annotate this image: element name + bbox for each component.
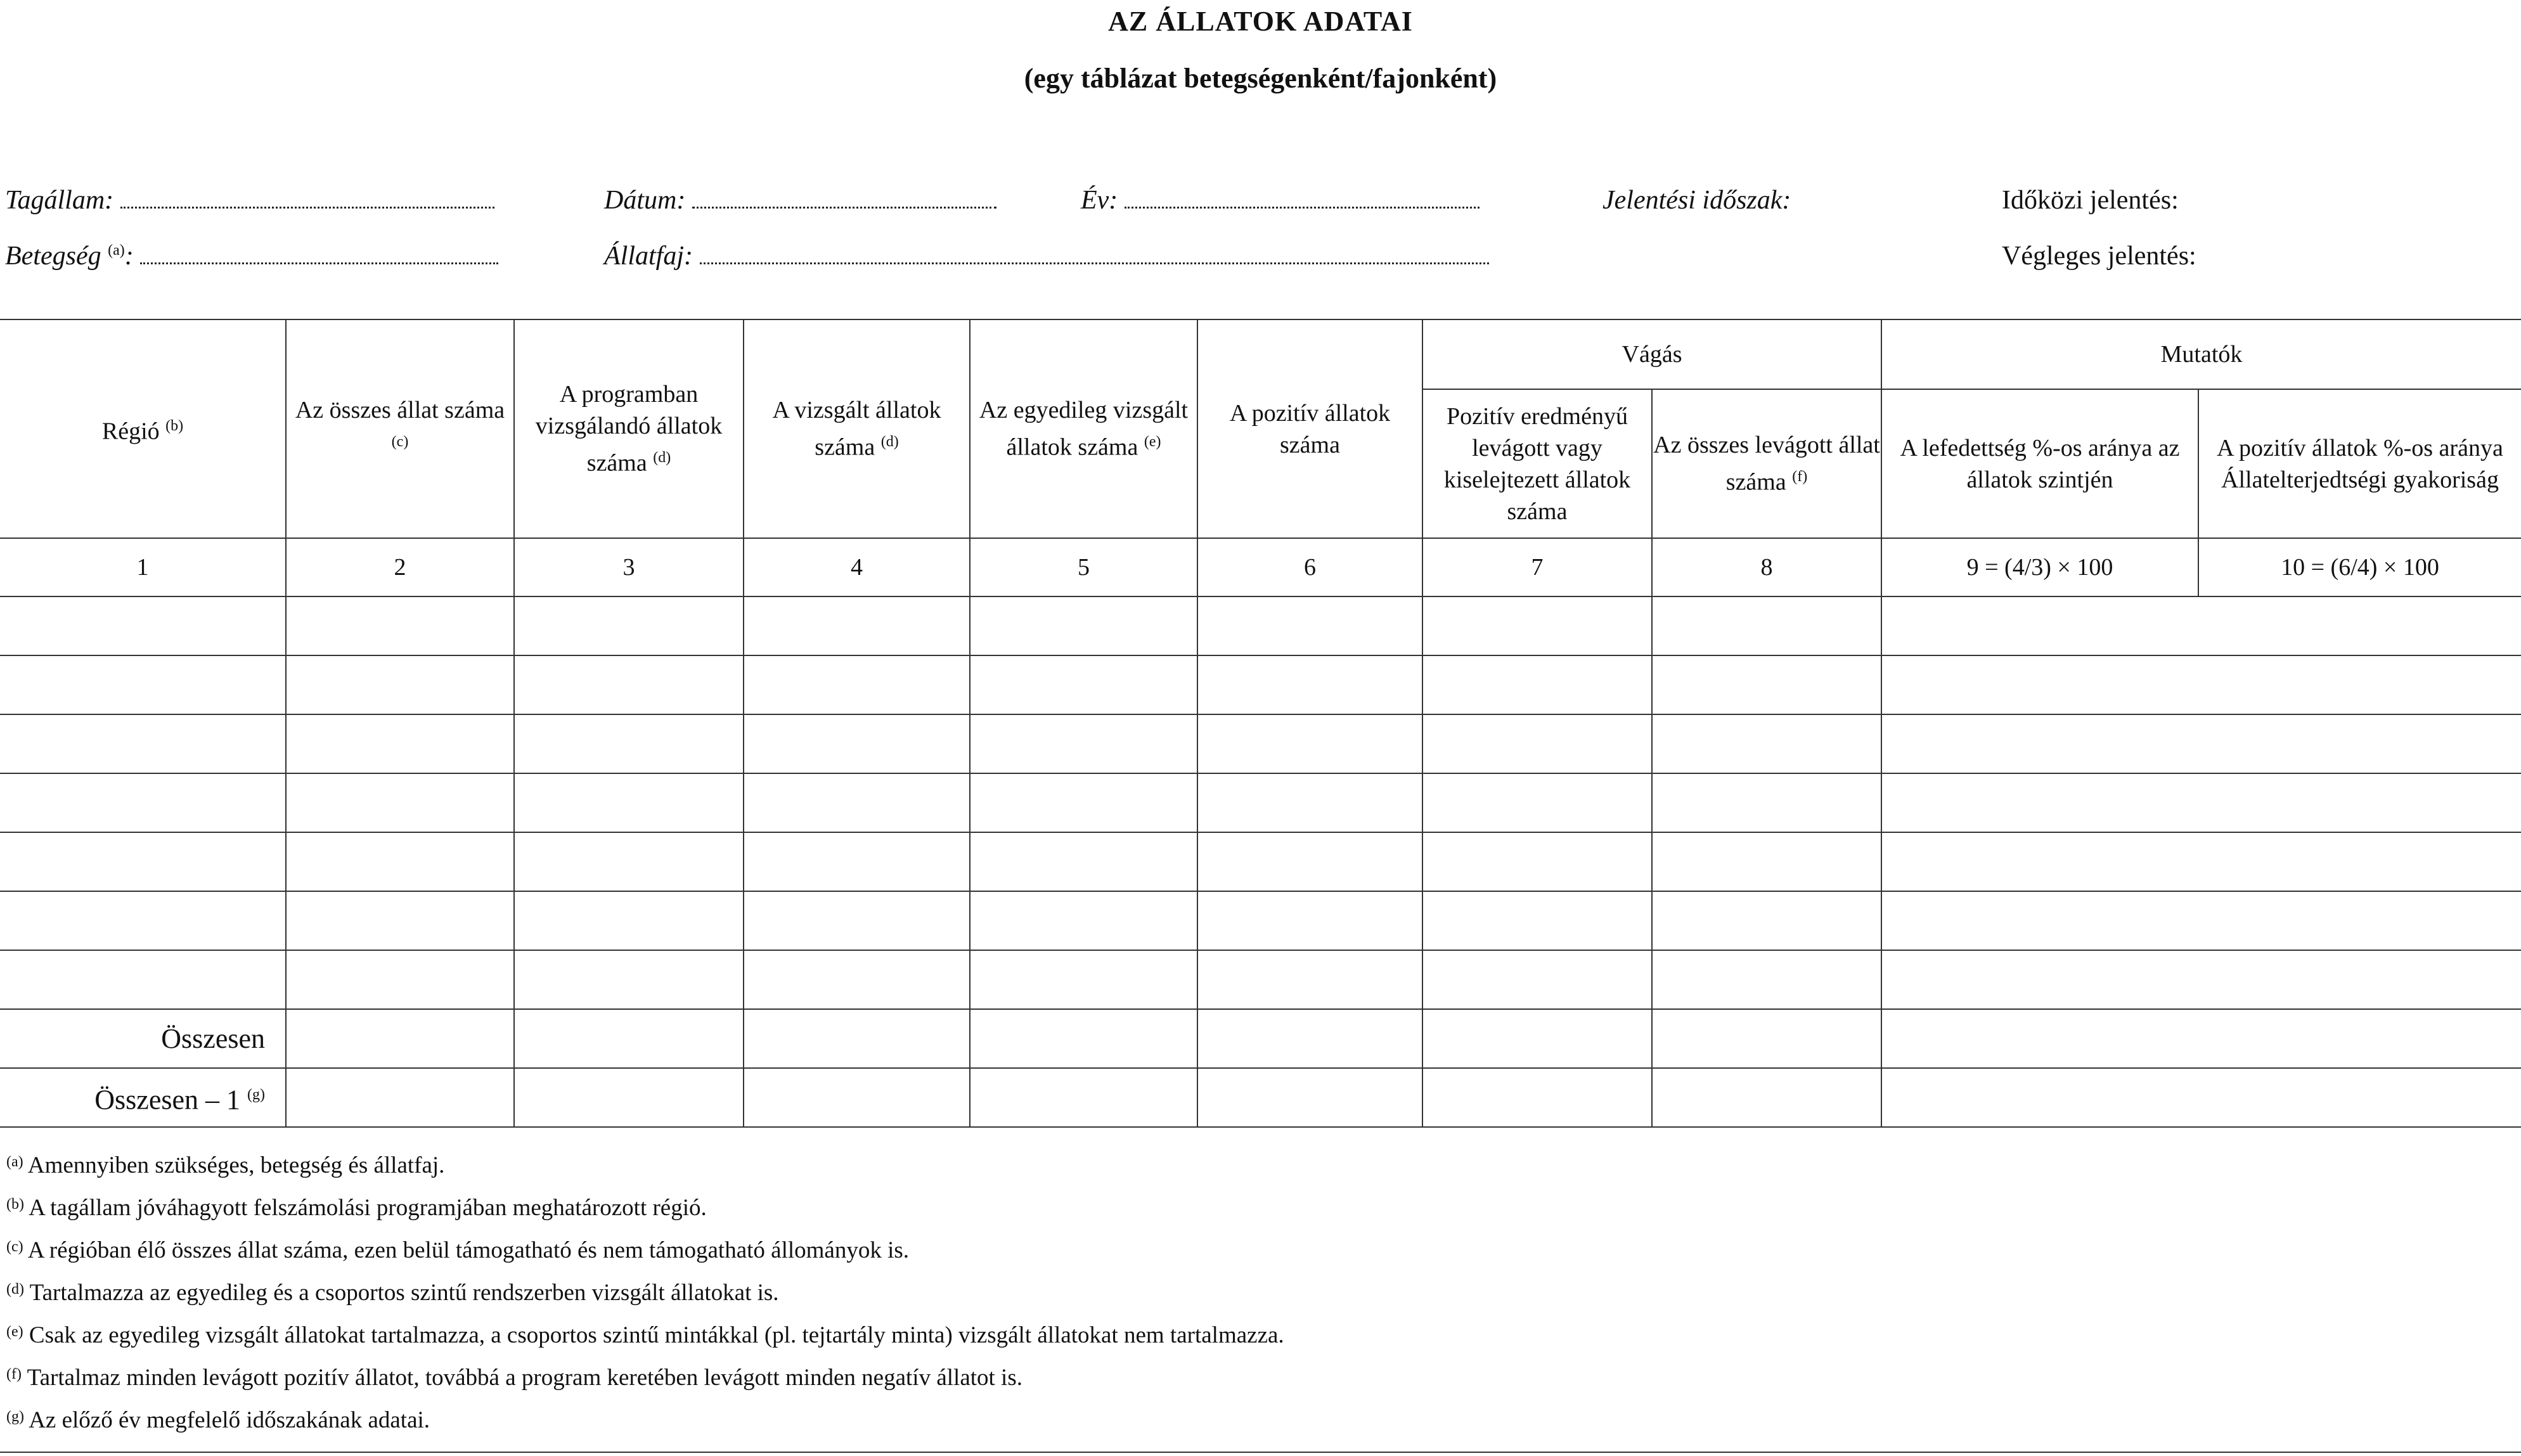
- reporting-period-field: [1602, 185, 1791, 216]
- table-cell[interactable]: [514, 950, 744, 1009]
- member-state-field[interactable]: [5, 185, 494, 216]
- column-number: 5: [970, 538, 1197, 596]
- column-number: 8: [1652, 538, 1881, 596]
- footnote: [6, 1311, 1284, 1353]
- table-cell[interactable]: [1197, 714, 1422, 773]
- total-previous-row: [0, 1068, 2521, 1127]
- table-cell[interactable]: [1422, 596, 1652, 655]
- table-row: [0, 950, 2521, 1009]
- table-cell[interactable]: [1652, 773, 1881, 832]
- table-cell[interactable]: [514, 655, 744, 714]
- table-cell[interactable]: [1652, 714, 1881, 773]
- final-report-label: Végleges jelentés:: [2002, 242, 2196, 271]
- header-coverage-percent: A lefedettség %-os aránya az állatok szintjén: [1881, 389, 2198, 538]
- final-report-field[interactable]: [2002, 241, 2196, 271]
- table-cell[interactable]: [1652, 891, 1881, 950]
- header-group-slaughter: Vágás: [1422, 319, 1881, 389]
- header-region: Régió $^{(b)}$: [0, 319, 286, 538]
- table-cell[interactable]: [1197, 596, 1422, 655]
- table-cell[interactable]: [514, 832, 744, 891]
- table-cell[interactable]: [1197, 1009, 1422, 1068]
- column-number: 3: [514, 538, 744, 596]
- table-cell[interactable]: [1197, 950, 1422, 1009]
- table-cell[interactable]: [0, 596, 286, 655]
- table-cell[interactable]: [0, 655, 286, 714]
- header-total-slaughtered: Az összes levágott állat száma $^{(f)}$: [1652, 389, 1881, 538]
- interim-report-label: Időközi jelentés:: [2002, 186, 2179, 215]
- table-cell[interactable]: [1881, 655, 2521, 714]
- column-number: 1: [0, 538, 286, 596]
- table-cell[interactable]: [1422, 832, 1652, 891]
- table-cell[interactable]: [1422, 773, 1652, 832]
- footnote-text: Tartalmaz minden levágott pozitív állatot, továbbá a program keretében levágott minden negatív állatot is.: [27, 1365, 1022, 1391]
- year-field[interactable]: [1081, 185, 1480, 216]
- header-positive-animals: A pozitív állatok száma: [1197, 319, 1422, 538]
- table-row: [0, 832, 2521, 891]
- table-cell[interactable]: [1422, 1068, 1652, 1127]
- table-cell[interactable]: [970, 714, 1197, 773]
- reporting-period-label: Jelentési időszak:: [1602, 186, 1791, 215]
- table-cell[interactable]: [286, 891, 514, 950]
- table-cell[interactable]: [1422, 714, 1652, 773]
- table-row: [0, 655, 2521, 714]
- table-cell[interactable]: [0, 950, 286, 1009]
- footnotes: [6, 1141, 1284, 1438]
- table-cell[interactable]: [0, 714, 286, 773]
- animal-data-table: [0, 319, 2521, 1128]
- footnote: [6, 1226, 1284, 1268]
- member-state-blank[interactable]: [120, 188, 494, 209]
- table-cell[interactable]: [1422, 1009, 1652, 1068]
- table-cell[interactable]: [286, 1009, 514, 1068]
- bottom-rule: [0, 1452, 2521, 1453]
- date-field[interactable]: [604, 185, 996, 216]
- footnote-text: A tagállam jóváhagyott felszámolási programjában meghatározott régió.: [29, 1195, 707, 1221]
- header-animals-to-test: A programban vizsgálandó állatok száma $^{(d)}$: [514, 319, 744, 538]
- footnote-mark: (f): [6, 1366, 22, 1382]
- column-number: 7: [1422, 538, 1652, 596]
- table-cell[interactable]: [1197, 891, 1422, 950]
- disease-field[interactable]: Betegség $^{(a)}$:: [5, 241, 498, 271]
- table-cell[interactable]: [970, 950, 1197, 1009]
- table-cell[interactable]: [970, 773, 1197, 832]
- table-cell[interactable]: [744, 950, 970, 1009]
- footnote-mark: (d): [6, 1281, 24, 1298]
- column-number: 2: [286, 538, 514, 596]
- table-row: [0, 773, 2521, 832]
- table-cell[interactable]: [970, 1068, 1197, 1127]
- table-cell[interactable]: [286, 596, 514, 655]
- footnote-mark: (g): [6, 1408, 24, 1425]
- species-blank[interactable]: [700, 243, 1489, 264]
- table-cell[interactable]: [0, 832, 286, 891]
- table-cell[interactable]: [744, 1068, 970, 1127]
- table-cell[interactable]: [286, 773, 514, 832]
- species-label: Állatfaj:: [604, 242, 693, 271]
- table-cell[interactable]: [744, 714, 970, 773]
- table-cell[interactable]: [970, 891, 1197, 950]
- disease-footnote-mark: (a): [108, 242, 125, 259]
- table-cell[interactable]: [970, 1009, 1197, 1068]
- form-title: AZ ÁLLATOK ADATAI: [1108, 6, 1413, 37]
- date-blank[interactable]: [692, 188, 996, 209]
- date-label: Dátum:: [604, 186, 686, 215]
- year-label: Év:: [1081, 186, 1118, 215]
- table-cell[interactable]: [744, 655, 970, 714]
- table-row: [0, 891, 2521, 950]
- table-cell[interactable]: [1652, 832, 1881, 891]
- table-cell[interactable]: [1652, 1009, 1881, 1068]
- footnote: [6, 1141, 1284, 1183]
- table-cell[interactable]: [744, 891, 970, 950]
- footnote-text: Az előző év megfelelő időszakának adatai.: [29, 1407, 430, 1433]
- column-number: 4: [744, 538, 970, 596]
- table-cell[interactable]: [970, 596, 1197, 655]
- table-cell[interactable]: [286, 950, 514, 1009]
- disease-blank[interactable]: [140, 243, 498, 264]
- column-numbers-row: [0, 538, 2521, 596]
- total-previous-label: Összesen – 1 $^{(g)}$: [0, 1068, 286, 1127]
- disease-label: Betegség: [5, 242, 101, 271]
- table-cell[interactable]: [514, 773, 744, 832]
- header-tested-animals: A vizsgált állatok száma $^{(d)}$: [744, 319, 970, 538]
- table-cell[interactable]: [1881, 1068, 2521, 1127]
- form-subtitle: (egy táblázat betegségenként/fajonként): [1024, 63, 1497, 94]
- table-cell[interactable]: [1881, 950, 2521, 1009]
- header-individually-tested: Az egyedileg vizsgált állatok száma $^{(e)}$: [970, 319, 1197, 538]
- column-number: 6: [1197, 538, 1422, 596]
- header-total-animals: Az összes állat száma $^{(c)}$: [286, 319, 514, 538]
- table-cell[interactable]: [1652, 950, 1881, 1009]
- table-cell[interactable]: [286, 1068, 514, 1127]
- table-cell[interactable]: [1197, 773, 1422, 832]
- member-state-label: Tagállam:: [5, 186, 114, 215]
- table-cell[interactable]: [970, 832, 1197, 891]
- table-cell[interactable]: [1197, 832, 1422, 891]
- footnote: [6, 1396, 1284, 1438]
- header-positive-percent: A pozitív állatok %-os aránya Állatelterjedtségi gyakoriság: [2198, 389, 2521, 538]
- footnote: [6, 1268, 1284, 1311]
- table-cell[interactable]: [514, 596, 744, 655]
- footnote: [6, 1183, 1284, 1226]
- table-cell[interactable]: [744, 596, 970, 655]
- table-cell[interactable]: [1422, 891, 1652, 950]
- table-cell[interactable]: [1197, 655, 1422, 714]
- table-cell[interactable]: [1881, 714, 2521, 773]
- table-cell[interactable]: [1422, 950, 1652, 1009]
- table-cell[interactable]: [286, 714, 514, 773]
- species-field[interactable]: [604, 241, 1489, 271]
- table-cell[interactable]: [1197, 1068, 1422, 1127]
- table-row: [0, 596, 2521, 655]
- total-row: [0, 1009, 2521, 1068]
- year-blank[interactable]: [1125, 188, 1480, 209]
- footnote-mark: (a): [6, 1154, 23, 1170]
- table-cell[interactable]: [1881, 891, 2521, 950]
- table-cell[interactable]: [1881, 773, 2521, 832]
- header-group-indicators: Mutatók: [1881, 319, 2521, 389]
- table-cell[interactable]: [744, 773, 970, 832]
- footnote-text: Tartalmazza az egyedileg és a csoportos szintű rendszerben vizsgált állatokat is.: [29, 1280, 779, 1306]
- table-cell[interactable]: [970, 655, 1197, 714]
- table-cell[interactable]: [1422, 655, 1652, 714]
- footnote: [6, 1353, 1284, 1396]
- table-cell[interactable]: [286, 832, 514, 891]
- table-cell[interactable]: [1881, 832, 2521, 891]
- table-cell[interactable]: [744, 1009, 970, 1068]
- table-cell[interactable]: [0, 773, 286, 832]
- column-number: 9 = (4/3) × 100: [1881, 538, 2198, 596]
- table-cell[interactable]: [1881, 596, 2521, 655]
- table-cell[interactable]: [744, 832, 970, 891]
- footnote-mark: (b): [6, 1196, 24, 1213]
- table-cell[interactable]: [1652, 596, 1881, 655]
- table-cell[interactable]: [1652, 1068, 1881, 1127]
- table-cell[interactable]: [0, 891, 286, 950]
- footnote-mark: (e): [6, 1324, 23, 1340]
- table-cell[interactable]: [514, 1009, 744, 1068]
- header-positive-slaughtered: Pozitív eredményű levágott vagy kiselejtezett állatok száma: [1422, 389, 1652, 538]
- table-cell[interactable]: [514, 1068, 744, 1127]
- table-cell[interactable]: [1652, 655, 1881, 714]
- table-cell[interactable]: [514, 891, 744, 950]
- footnote-text: Csak az egyedileg vizsgált állatokat tartalmazza, a csoportos szintű mintákkal (pl. tejtartály minta) vizsgált állatokat nem tartalmazza.: [29, 1322, 1284, 1348]
- table-cell[interactable]: [514, 714, 744, 773]
- data-rows: [0, 596, 2521, 1009]
- table-cell[interactable]: [286, 655, 514, 714]
- footnote-text: A régióban élő összes állat száma, ezen belül támogatható és nem támogatható állományok is.: [27, 1237, 910, 1263]
- footnote-text: Amennyiben szükséges, betegség és állatfaj.: [27, 1152, 445, 1178]
- table-cell[interactable]: [1881, 1009, 2521, 1068]
- table-row: [0, 714, 2521, 773]
- footnote-mark: (c): [6, 1239, 23, 1255]
- total-label: Összesen: [0, 1009, 286, 1068]
- column-number: 10 = (6/4) × 100: [2198, 538, 2521, 596]
- interim-report-field[interactable]: [2002, 185, 2179, 216]
